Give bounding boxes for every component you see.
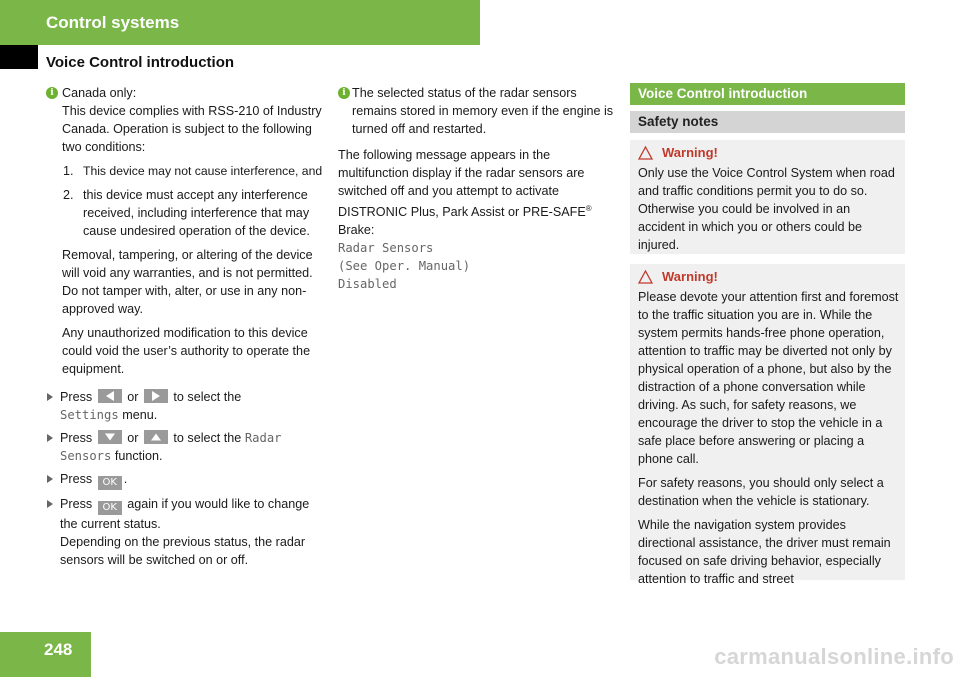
step-item: Press or to select the Settings menu. [46,388,326,424]
brake-label: Brake: [338,223,375,238]
modification-paragraph: Any unauthorized modification to this device could void the user’s authority to operate the equipment. [62,326,311,376]
warning-text: Only use the Voice Control System when road and traffic conditions permit you to do so. Otherwise you could be involved in an accident in which you or others could be injured. [638,166,895,252]
message-description: The following message appears in the multifunction display if the radar sensors are switched off and you attempt to activate DISTRONIC Plus, Park Assist or PRE-SAFE® [338,148,592,220]
arrow-bullet-icon [47,500,53,508]
warning-title: Warning! [638,143,899,163]
instruction-steps [46,388,326,569]
warning-text: While the navigation system provides directional assistance, the driver must remain focused on safe driving behavior, especially attention to traffic and street [638,518,891,586]
header-marker [0,45,38,69]
warning-triangle-icon [638,146,653,160]
list-text: This device may not cause interference, and [83,164,323,178]
warning-title: Warning! [638,267,899,287]
memory-note-text: The selected status of the radar sensors remains stored in memory even if the engine is turned off and restarted. [352,86,614,136]
step-item: Press OK . [46,470,326,490]
list-number: 2. [63,188,74,202]
page-number-tab [0,632,91,677]
sensors-function-name: Sensors [60,449,112,463]
page-number: 248 [44,640,73,659]
step-detail: Depending on the previous status, the radar sensors will be switched on or off. [60,535,306,567]
chapter-title: Control systems [46,13,180,32]
note-title: Canada only: [62,86,137,100]
safety-notes-header: Safety notes [630,111,905,133]
conditions-list [62,162,326,240]
note-line: This device complies with RSS-210 of Industry Canada. Operation is subject to the following two conditions: [62,104,322,154]
warning-text: Please devote your attention first and foremost to the traffic situation you are in. While the system permits hands-free phone operation, attention to traffic may be diverted not only by physical operation of a phone, but also by the distraction of a phone conversation while driving. As such, for safety reasons, we encourage the driver to stop the vehicle in a safe place before answering or placing a phone call. [638,290,899,466]
middle-column [338,84,618,293]
watermark: carmanualsonline.info [714,644,954,669]
warning-box-2 [630,264,905,586]
ok-key-icon: OK [98,476,122,490]
display-message-line: Disabled [338,277,397,292]
radar-function-name: Radar [244,431,282,445]
warning-text: For safety reasons, you should only select a destination when the vehicle is stationary. [638,476,884,508]
chapter-header-bar [0,0,480,45]
arrow-bullet-icon [47,434,53,442]
arrow-bullet-icon [47,475,53,483]
settings-menu-name: Settings [60,408,119,422]
step-item: Press or to select the Radar Sensors function. [46,429,326,465]
memory-note [338,84,618,138]
info-icon: i [46,87,58,99]
arrow-bullet-icon [47,393,53,401]
warning-box-1 [630,140,905,254]
left-column [46,84,326,574]
display-message-line: (See Oper. Manual) [338,259,471,274]
ok-key-icon: OK [98,501,122,515]
warning-triangle-icon [638,270,653,284]
display-message-line: Radar Sensors [338,241,434,256]
list-item [62,162,326,180]
down-arrow-key-icon [98,430,122,444]
list-text: this device must accept any interference received, including interference that may cause undesired operation of the device. [83,188,310,238]
right-arrow-key-icon [144,389,168,403]
list-item [62,186,326,240]
info-icon: i [338,87,350,99]
voice-control-header: Voice Control introduction [630,83,905,105]
section-title: Voice Control introduction [46,54,235,71]
canada-note [46,84,326,378]
step-item: Press OK again if you would like to change the current status. Depending on the previous status, the radar sensors will be switched on or off. [46,495,326,569]
list-number: 1. [63,164,74,178]
up-arrow-key-icon [144,430,168,444]
left-arrow-key-icon [98,389,122,403]
warranty-paragraph: Removal, tampering, or altering of the device will void any warranties, and is not permitted. Do not tamper with, alter, or use in any non-approved way. [62,248,313,316]
